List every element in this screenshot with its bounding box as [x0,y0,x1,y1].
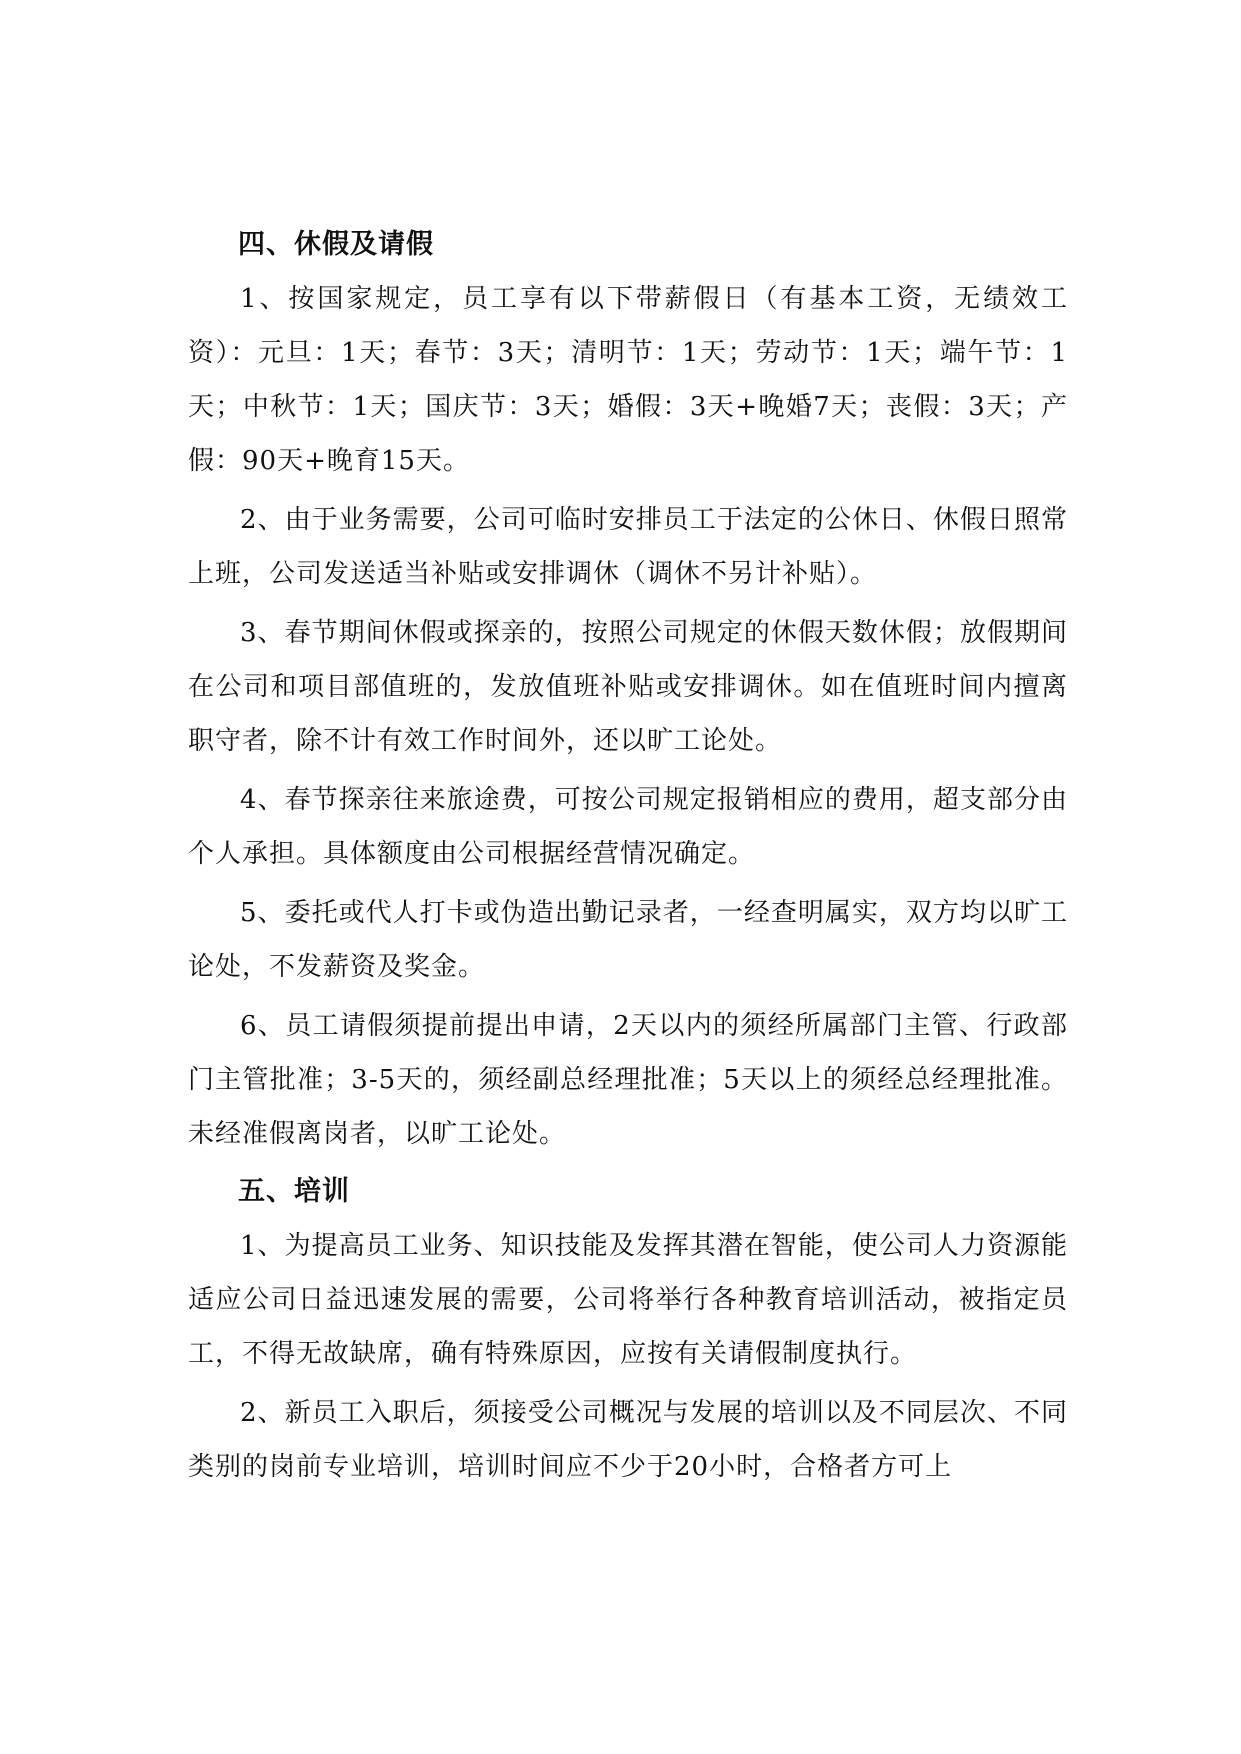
paragraph-spring-festival-duty: 3、春节期间休假或探亲的，按照公司规定的休假天数休假；放假期间在公司和项目部值班的，发放值班补贴或安排调休。如在值班时间内擅离职守者，除不计有效工作时间外，还以旷工论处。 [188,618,1068,756]
paragraph-training-activities: 1、为提高员工业务、知识技能及发挥其潜在智能，使公司人力资源能适应公司日益迅速发展的需要，公司将举行各种教育培训活动，被指定员工，不得无故缺席，确有特殊原因，应按有关请假制度执行。 [188,1231,1068,1369]
document-body [188,218,1068,1494]
paragraph-leave-approval: 6、员工请假须提前提出申请，2天以内的须经所属部门主管、行政部门主管批准；3-5天的，须经副总经理批准；5天以上的须经总经理批准。未经准假离岗者，以旷工论处。 [188,1011,1068,1149]
paragraph-new-employee-training: 2、新员工入职后，须接受公司概况与发展的培训以及不同层次、不同类别的岗前专业培训，培训时间应不少于20小时，合格者方可上 [188,1398,1068,1482]
paragraph-attendance-fraud: 5、委托或代人打卡或伪造出勤记录者，一经查明属实，双方均以旷工论处，不发薪资及奖金。 [188,898,1068,982]
paragraph-travel-expenses: 4、春节探亲往来旅途费，可按公司规定报销相应的费用，超支部分由个人承担。具体额度由公司根据经营情况确定。 [188,785,1068,869]
paragraph-overtime-arrangement: 2、由于业务需要，公司可临时安排员工于法定的公休日、休假日照常上班，公司发送适当补贴或安排调休（调休不另计补贴）。 [188,505,1068,589]
section-heading-leave: 四、休假及请假 [238,229,434,260]
section-heading-training: 五、培训 [238,1176,350,1207]
paragraph-paid-holidays: 1、按国家规定，员工享有以下带薪假日（有基本工资，无绩效工资）：元旦：1天；春节：3天；清明节：1天；劳动节：1天；端午节：1天；中秋节：1天；国庆节：3天；婚假：3天+晚婚7天；丧假：3天；产假：90天+晚育15天。 [188,284,1068,476]
